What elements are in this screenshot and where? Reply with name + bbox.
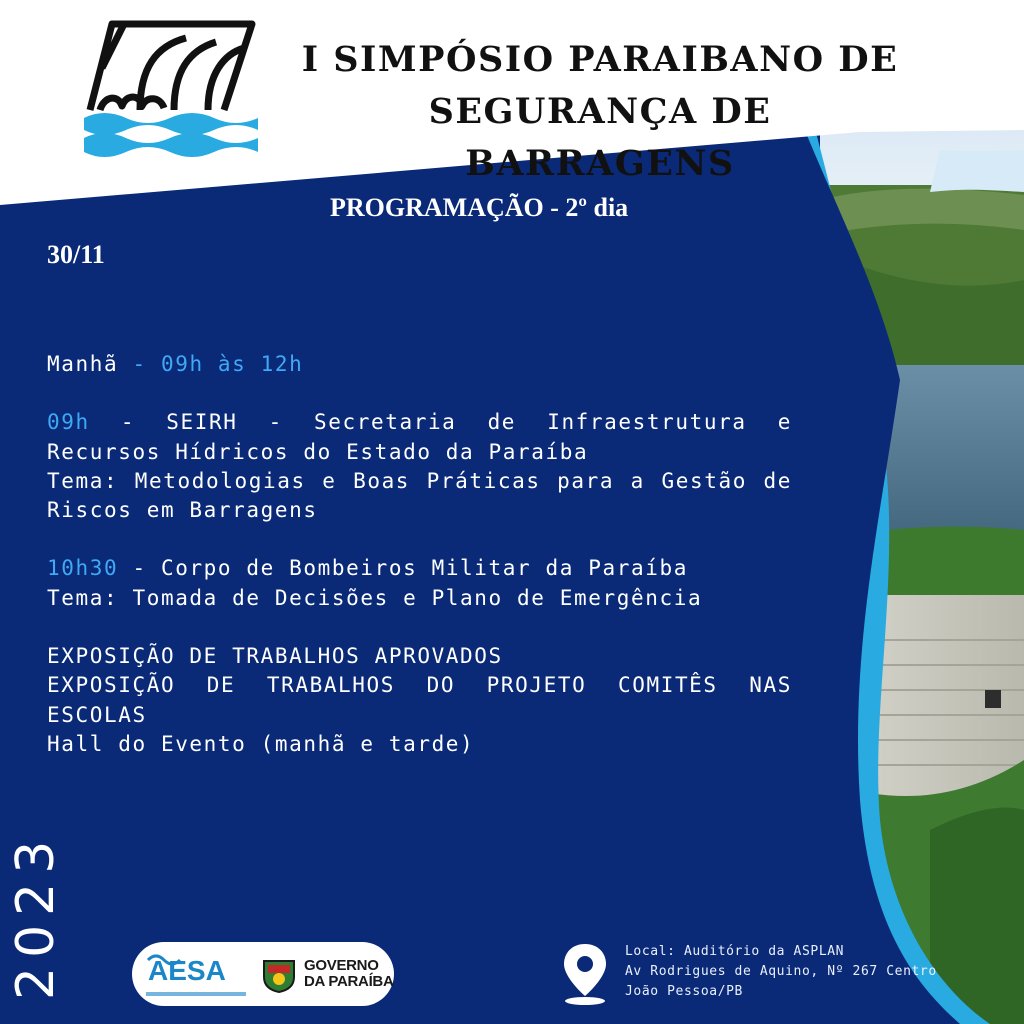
schedule-item-theme: Tema: Tomada de Decisões e Plano de Emergência xyxy=(47,585,703,610)
sponsor-logos xyxy=(132,942,394,1006)
exhibition-approved: EXPOSIÇÃO DE TRABALHOS APROVADOS xyxy=(47,644,503,669)
schedule-item-time: 10h30 xyxy=(47,556,119,581)
location-pin-icon xyxy=(560,940,610,1006)
period-heading xyxy=(47,350,792,379)
period-label: Manhã xyxy=(47,352,119,376)
schedule-item-speaker: - SEIRH - Secretaria de Infraestrutura e Recursos Hídricos do Estado da Paraíba xyxy=(47,410,792,464)
event-title-line2: SEGURANÇA DE BARRAGENS xyxy=(428,91,772,184)
schedule-item-theme: Tema: Metodologias e Boas Práticas para a Gestão de Riscos em Barragens xyxy=(47,468,792,523)
location-address: Av Rodrigues de Aquino, Nº 267 Centro xyxy=(625,964,937,979)
schedule xyxy=(47,350,792,759)
location-city: João Pessoa/PB xyxy=(625,984,743,999)
exhibition-schools: EXPOSIÇÃO DE TRABALHOS DO PROJETO COMITÊS NAS ESCOLAS xyxy=(47,673,792,727)
schedule-item-speaker: - Corpo de Bombeiros Militar da Paraíba xyxy=(132,556,688,581)
exhibition-hall: Hall do Evento (manhã e tarde) xyxy=(47,731,475,756)
event-title xyxy=(290,34,910,190)
dam-waterfall-icon xyxy=(82,18,260,158)
aesa-logo: AESA xyxy=(148,955,226,986)
year-label: 2023 xyxy=(6,831,66,1000)
event-title-line1: I SIMPÓSIO PARAIBANO DE xyxy=(301,39,899,80)
paraiba-coat-of-arms-icon xyxy=(260,957,298,993)
program-subtitle: PROGRAMAÇÃO - 2º dia xyxy=(330,193,629,222)
schedule-item-time: 09h xyxy=(47,410,90,435)
event-location xyxy=(625,942,937,1002)
governo-paraiba-logo: GOVERNO DA PARAÍBA xyxy=(304,957,394,990)
schedule-item xyxy=(47,408,792,467)
location-venue: Local: Auditório da ASPLAN xyxy=(625,944,845,959)
schedule-item xyxy=(47,554,792,583)
period-time: - 09h às 12h xyxy=(132,352,304,376)
program-date: 30/11 xyxy=(47,240,105,269)
